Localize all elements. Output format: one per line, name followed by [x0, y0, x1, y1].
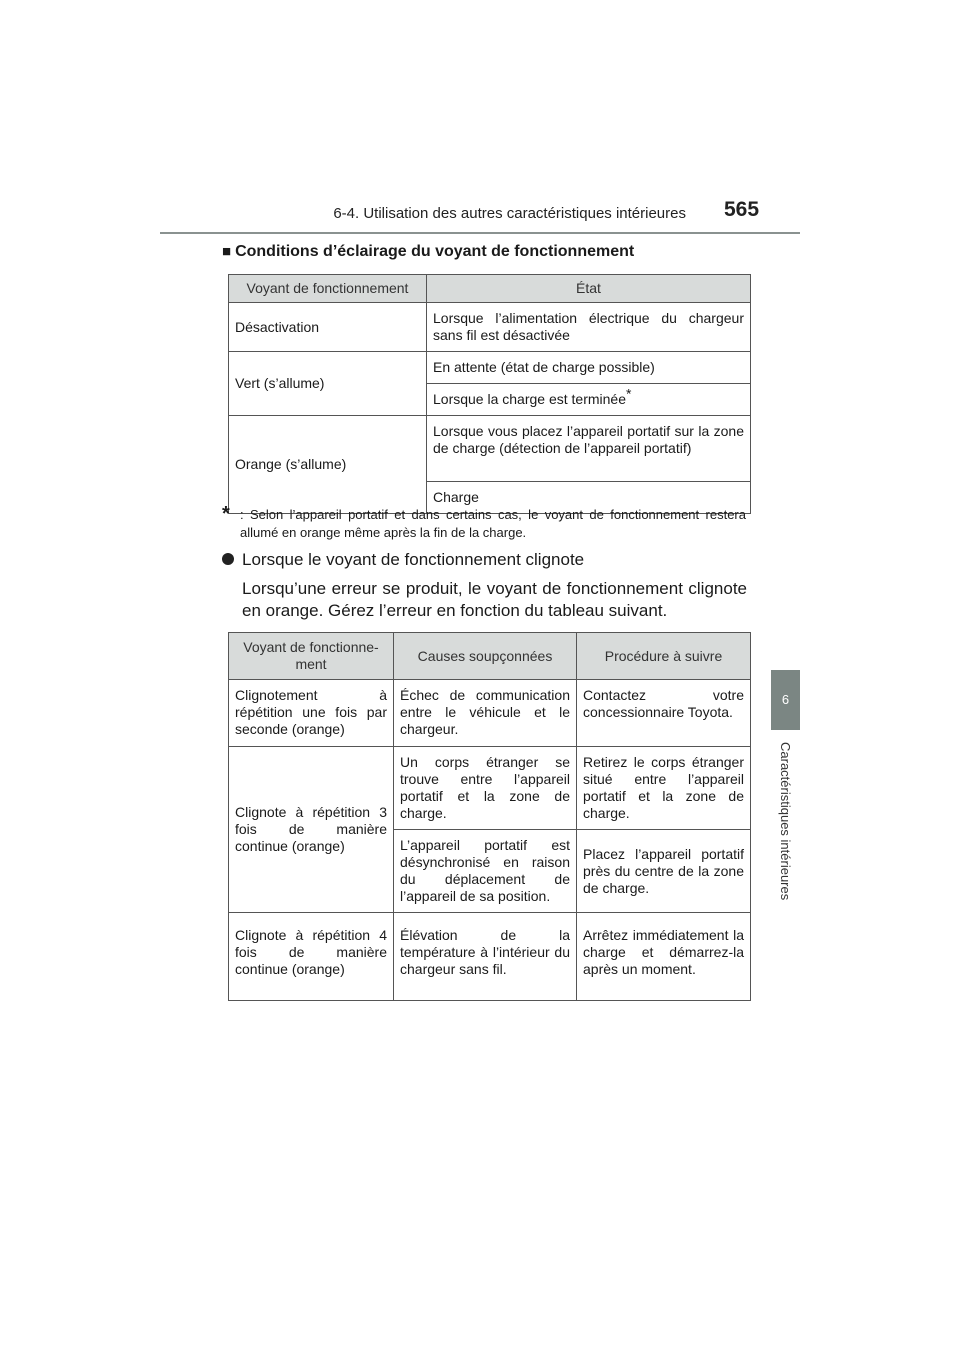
table-header-row	[229, 275, 751, 303]
procedure-cell: Contactez votre concessionnaire Toyota.	[577, 680, 751, 747]
blinking-indicator-table	[228, 632, 751, 1001]
cause-cell: Un corps étranger se trouve entre l’appareil portatif et la zone de charge.	[394, 747, 577, 830]
state-cell: Lorsque l’alimentation électrique du chargeur sans fil est désactivée	[427, 303, 751, 352]
cause-cell: Élévation de la température à l’intérieur du chargeur sans fil.	[394, 913, 577, 1001]
footnote-text: : Selon l’appareil portatif et dans certains cas, le voyant de fonctionnement restera allumé en orange même après la fin de la charge.	[240, 507, 746, 540]
indicator-cell: Orange (s’allume)	[229, 416, 427, 514]
state-text: Lorsque la charge est terminée	[433, 391, 626, 407]
body-paragraph: Lorsqu’une erreur se produit, le voyant de fonctionnement clignote en orange. Gérez l’erreur en fonction du tableau suivant.	[242, 579, 747, 620]
chapter-tab-label	[771, 730, 800, 930]
table-row	[229, 747, 751, 830]
table-row	[229, 303, 751, 352]
indicator-cell: Clignotement à répétition une fois par seconde (orange)	[229, 680, 394, 747]
column-header-indicator: Voyant de fonctionne-ment	[229, 633, 394, 680]
table-row	[229, 680, 751, 747]
bullet-heading	[222, 550, 584, 570]
table-row	[229, 416, 751, 482]
indicator-cell: Clignote à répétition 3 fois de manière continue (orange)	[229, 747, 394, 913]
column-header-state: État	[427, 275, 751, 303]
circle-bullet-icon	[222, 553, 234, 565]
procedure-cell: Arrêtez immédiatement la charge et démarrez-la après un moment.	[577, 913, 751, 1001]
table-row	[229, 913, 751, 1001]
footnote	[222, 503, 746, 542]
cause-cell: Échec de communication entre le véhicule et le chargeur.	[394, 680, 577, 747]
section-heading-text: Conditions d’éclairage du voyant de fonctionnement	[235, 243, 635, 260]
state-cell	[427, 384, 751, 416]
table-header-row	[229, 633, 751, 680]
cause-cell: L’appareil portatif est désynchronisé en raison du déplacement de l’appareil de sa position.	[394, 830, 577, 913]
section-heading	[222, 243, 634, 261]
column-header-indicator: Voyant de fonctionnement	[229, 275, 427, 303]
bullet-heading-text: Lorsque le voyant de fonctionnement clignote	[242, 550, 585, 569]
state-cell: Lorsque vous placez l’appareil portatif sur la zone de charge (détection de l’appareil portatif)	[427, 416, 751, 482]
column-header-procedure: Procédure à suivre	[577, 633, 751, 680]
footnote-marker: *	[626, 385, 632, 402]
column-header-causes: Causes soupçonnées	[394, 633, 577, 680]
table-row	[229, 352, 751, 384]
indicator-cell: Clignote à répétition 4 fois de manière continue (orange)	[229, 913, 394, 1001]
lighting-conditions-table	[228, 274, 751, 514]
state-cell: Charge	[427, 482, 751, 514]
section-title: 6-4. Utilisation des autres caractéristiques intérieures	[333, 205, 686, 222]
header-divider	[160, 232, 800, 234]
state-cell: En attente (état de charge possible)	[427, 352, 751, 384]
procedure-cell: Retirez le corps étranger situé entre l’appareil portatif et la zone de charge.	[577, 747, 751, 830]
chapter-tab-label-text: Caractéristiques intérieures	[778, 742, 793, 901]
indicator-cell: Désactivation	[229, 303, 427, 352]
footnote-asterisk: *	[222, 503, 230, 525]
square-bullet-icon: ■	[222, 243, 232, 260]
chapter-tab-number: 6	[771, 670, 800, 730]
page-number: 565	[724, 198, 760, 221]
indicator-cell: Vert (s’allume)	[229, 352, 427, 416]
procedure-cell: Placez l’appareil portatif près du centre de la zone de charge.	[577, 830, 751, 913]
